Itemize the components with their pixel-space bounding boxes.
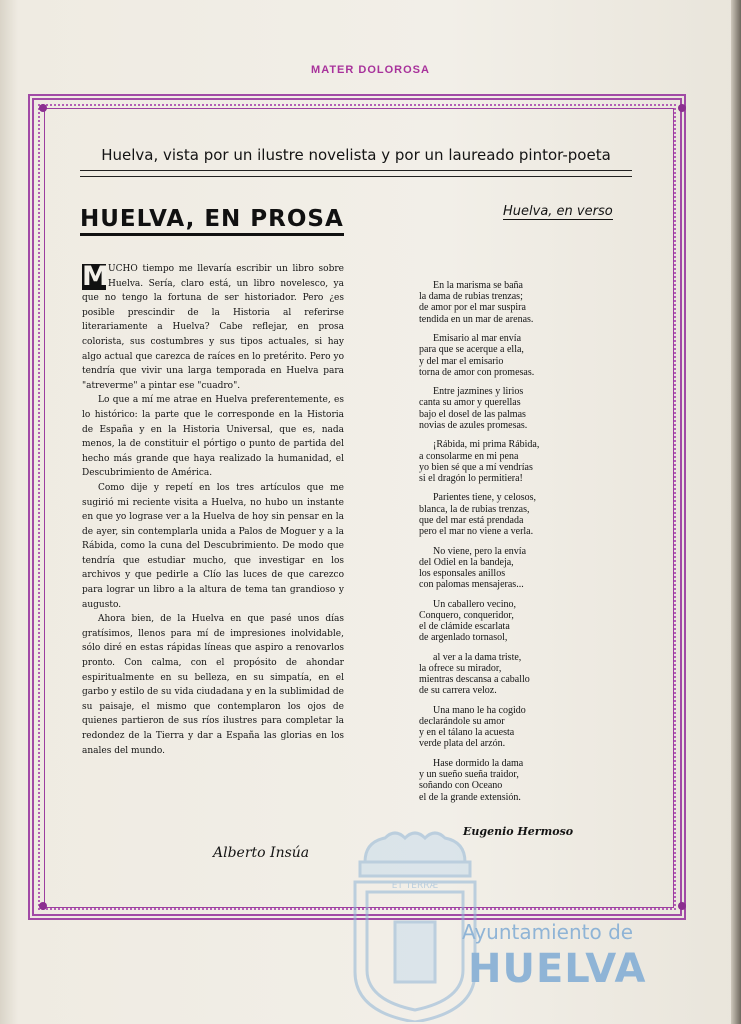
- poem-line: mientras descansa a caballo: [419, 674, 530, 686]
- poem-line: Parientes tiene, y celosos,: [433, 492, 537, 504]
- verse-article-poem: [419, 280, 629, 811]
- poem-stanza: [419, 333, 629, 378]
- poem-line: si el dragón lo permitiera!: [419, 472, 523, 484]
- poem-stanza: [419, 280, 629, 325]
- poem-line: el de la grande extensión.: [419, 791, 521, 803]
- poem-line: Hase dormido la dama: [433, 757, 524, 769]
- banner-headline: Huelva, vista por un ilustre novelista y por un laureado pintor-poeta: [80, 146, 632, 171]
- poem-stanza: [419, 705, 629, 750]
- poem-stanza: [419, 758, 629, 803]
- poem-line: la dama de rubias trenzas;: [419, 291, 523, 303]
- poem-line: blanca, la de rubias trenzas,: [419, 503, 530, 515]
- prose-article-title: HUELVA, EN PROSA: [80, 206, 344, 236]
- poem-line: y un sueño sueña traidor,: [419, 769, 519, 781]
- poem-line: Un caballero vecino,: [433, 598, 517, 610]
- poem-stanza: [419, 599, 629, 644]
- poem-line: No viene, pero la envía: [433, 545, 527, 557]
- prose-paragraph: Como dije y repetí en los tres artículos que me sugirió mi reciente visita a Huelva, no hubo un instante en que yo lograse ver a la Huelva de hoy sin pensar en la de ayer, sin contemplarla unida a Palos de Moguer y a la Rábida, como la cuna del Descubrimiento. De modo que tendría que estudiar mucho, que investigar en los archivos y que pedirle a Clío las luces de que carezco para lograr un libro a la altura de tema tan grandioso y augusto.: [82, 482, 344, 610]
- poem-line: al ver a la dama triste,: [433, 651, 522, 663]
- poem-line: torna de amor con promesas.: [419, 366, 535, 378]
- poem-line: verde plata del arzón.: [419, 738, 506, 750]
- banner-rule: [80, 176, 632, 177]
- poem-line: ¡Rábida, mi prima Rábida,: [433, 439, 540, 451]
- poem-stanza: [419, 439, 629, 484]
- poem-line: para que se acerque a ella,: [419, 344, 524, 356]
- poem-line: Conquero, conqueridor,: [419, 609, 514, 621]
- poem-line: del Odiel en la bandeja,: [419, 556, 514, 568]
- poem-line: novias de azules promesas.: [419, 419, 528, 431]
- poem-line: los esponsales anillos: [419, 567, 506, 579]
- poem-stanza: [419, 652, 629, 697]
- poem-line: canta su amor y querellas: [419, 397, 521, 409]
- watermark-text-line1: Ayuntamiento de: [462, 920, 634, 944]
- prose-article-body: [82, 262, 344, 758]
- corner-ornament-bottom-left: [39, 902, 47, 910]
- drop-cap: M: [82, 261, 109, 292]
- poem-line: Una mano le ha cogido: [433, 704, 526, 716]
- poem-line: soñando con Oceano: [419, 780, 503, 792]
- poem-stanza: [419, 386, 629, 431]
- verse-article-title: Huelva, en verso: [503, 204, 613, 219]
- verse-author-signature: Eugenio Hermoso: [463, 825, 574, 838]
- prose-paragraph: M UCHO tiempo me llevaría escribir un libro sobre Huelva. Sería, claro está, un libro novelesco, ya que no tengo la fortuna de ser historiador. Pero ¿es posible prescindir de la Historia al referirse literariamente a Huelva? Cabe reflejar, en prosa colorista, sus costumbres y sus tipos actuales, si hay algo actual que carezca de raíces en lo pretérito. Pero yo tendría que vivir una larga temporada en Huelva para "atreverme" a pintar ese "cuadro".: [82, 261, 344, 391]
- poem-stanza: [419, 492, 629, 537]
- poem-line: a consolarme en mi pena: [419, 450, 519, 462]
- corner-ornament-top-left: [39, 104, 47, 112]
- poem-line: con palomas mensajeras...: [419, 579, 524, 591]
- prose-paragraph: Lo que a mí me atrae en Huelva preferentemente, es lo histórico: la parte que le corresponde en la Historia de España y en la Historia Universal, que es, nada menos, la de constituir el pórtigo o punto de partida del hecho más grande que haya realizado la humanidad, el Descubrimiento de América.: [82, 395, 344, 479]
- prose-author-signature: Alberto Insúa: [213, 845, 310, 861]
- poem-line: de amor por el mar suspira: [419, 302, 526, 314]
- poem-line: yo bien sé que a mí vendrías: [419, 461, 533, 473]
- poem-line: pero el mar no viene a verla.: [419, 526, 534, 538]
- poem-line: y del mar el emisario: [419, 355, 504, 367]
- watermark-text-line2: HUELVA: [468, 946, 647, 992]
- poem-line: Emisario al mar envía: [433, 333, 522, 345]
- poem-line: Entre jazmines y lirios: [433, 386, 524, 398]
- poem-line: En la marisma se baña: [433, 280, 523, 291]
- corner-ornament-top-right: [678, 104, 686, 112]
- poem-line: declarándole su amor: [419, 716, 505, 728]
- prose-paragraph: Ahora bien, de la Huelva en que pasé unos días gratísimos, llenos para mí de impresiones inolvidable, sólo diré en estas rápidas líneas que aspiro a renovarlos pronto. Con calma, con el propósito de ahondar espiritualmente en su belleza, en su simpatía, en el garbo y estilo de su vida ciudadana y en la sublimidad de su paisaje, el mismo que contemplaron los ojos de quienes partieron de sus ríos ilustres para completar la redondez de la Tierra y dar a España las glorias en los anales del mundo.: [82, 614, 344, 756]
- running-header: MATER DOLOROSA: [311, 64, 430, 76]
- poem-stanza: [419, 546, 629, 591]
- poem-line: y en el tálano la acuesta: [419, 727, 515, 739]
- poem-line: de argenlado tornasol,: [419, 632, 508, 644]
- poem-line: que del mar está prendada: [419, 514, 524, 526]
- poem-line: de su carrera veloz.: [419, 685, 497, 697]
- watermark-seal-text: ET TERRÆ: [391, 881, 439, 891]
- poem-line: bajo el dosel de las palmas: [419, 408, 526, 420]
- poem-line: el de clámide escarlata: [419, 621, 510, 633]
- poem-line: tendida en un mar de arenas.: [419, 313, 534, 325]
- page-spine-shadow: [731, 0, 741, 1024]
- poem-line: la ofrece su mirador,: [419, 662, 502, 674]
